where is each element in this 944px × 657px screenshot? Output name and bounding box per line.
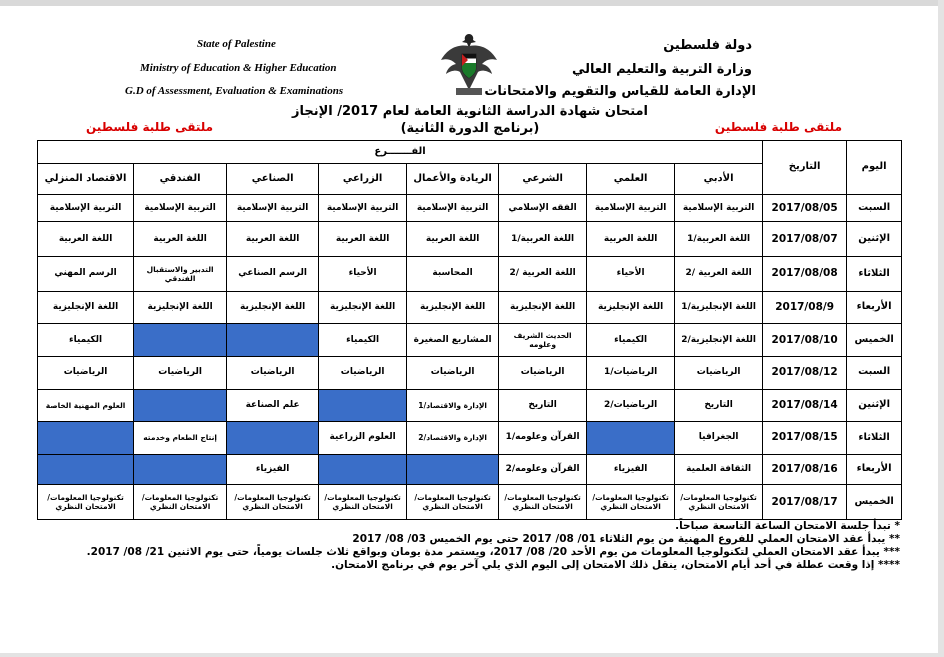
no-exam-cell [38,454,134,485]
subject-cell: الثقافة العلمية [675,454,763,485]
subject-cell: الكيمياء [319,324,407,357]
exam-title: امتحان شهادة الدراسة الثانوية العامة لعام 2017/ الإنجاز [291,104,649,119]
subject-cell: اللغة العربية [227,222,319,257]
footnote: *** يبدأ عقد الامتحان العملي لتكنولوجيا المعلومات من يوم الأحد 20/ 08/ 2017، ويستمر مدة يومان وبواقع ثلاث جلسات يومياً، حتى يوم الاثنين 21/ 08/ 2017. [86,546,900,558]
schedule-row [38,222,902,257]
ar-ministry-name: وزارة التربية والتعليم العالي [571,62,752,77]
branch-header: العلمي [587,164,675,195]
branch-group-header: الفـــــــرع [38,141,763,164]
day-cell: الأربعاء [847,454,902,485]
day-column-header: اليوم [847,141,902,195]
schedule-row [38,454,902,485]
subject-cell: اللغة الإنجليزية [38,291,134,324]
subject-cell: الرسم المهني [38,257,134,292]
subject-cell: العلوم المهنية الخاصة [38,389,134,422]
footnote: **** إذا وقعت عطلة في أحد أيام الامتحان، ينقل ذلك الامتحان إلى اليوم الذي يلي آخر يوم في برنامج الامتحان. [331,559,900,571]
en-state-name: State of Palestine [197,38,276,50]
subject-cell: العلوم الزراعية [319,422,407,455]
subject-cell: الرياضيات/1 [587,356,675,389]
subject-cell: تكنولوجيا المعلومات/ الامتحان النظري [675,485,763,520]
no-exam-cell [134,454,227,485]
subject-cell: إنتاج الطعام وخدمته [134,422,227,455]
subject-cell: التربية الإسلامية [134,195,227,222]
subject-cell: الجغرافيا [675,422,763,455]
subject-cell: تكنولوجيا المعلومات/ الامتحان النظري [407,485,499,520]
schedule-row [38,389,902,422]
day-cell: الإثنين [847,222,902,257]
subject-cell: التربية الإسلامية [407,195,499,222]
day-cell: الخميس [847,324,902,357]
subject-cell: اللغة الإنجليزية [319,291,407,324]
footnote: * تبدأ جلسة الامتحان الساعة التاسعة صباحاً. [675,520,900,532]
subject-cell: اللغة الإنجليزية [134,291,227,324]
branch-header: الصناعي [227,164,319,195]
branch-header: الريادة والأعمال [407,164,499,195]
exam-schedule-table [37,140,902,520]
subject-cell: تكنولوجيا المعلومات/ الامتحان النظري [38,485,134,520]
subject-cell: الفقه الإسلامي [499,195,587,222]
no-exam-cell [227,422,319,455]
branch-header: الاقتصاد المنزلي [38,164,134,195]
subject-cell: الإدارة والاقتصاد/1 [407,389,499,422]
subject-cell: الكيمياء [38,324,134,357]
footnote: ** يبدأ عقد الامتحان العملي للفروع المهنية من يوم الثلاثاء 01/ 08/ 2017 حتى يوم الخميس 03/ 08/ 2017 [352,533,900,545]
subject-cell: الفيزياء [227,454,319,485]
subject-cell: اللغة الإنجليزية/1 [675,291,763,324]
window-border-top [0,0,944,6]
subject-cell: المشاريع الصغيرة [407,324,499,357]
date-cell: 2017/08/14 [763,389,847,422]
subject-cell: تكنولوجيا المعلومات/ الامتحان النظري [587,485,675,520]
no-exam-cell [319,454,407,485]
subject-cell: الرياضيات [134,356,227,389]
day-cell: السبت [847,356,902,389]
date-cell: 2017/08/15 [763,422,847,455]
schedule-row [38,324,902,357]
day-cell: الثلاثاء [847,422,902,455]
no-exam-cell [38,422,134,455]
branch-header: الفندقي [134,164,227,195]
subject-cell: اللغة الإنجليزية [227,291,319,324]
no-exam-cell [319,389,407,422]
subject-cell: الرياضيات [675,356,763,389]
subject-cell: الأحياء [587,257,675,292]
subject-cell: الكيمياء [587,324,675,357]
no-exam-cell [134,324,227,357]
ar-directorate-name: الإدارة العامة للقياس والتقويم والامتحانات [484,84,756,99]
subject-cell: الحديث الشريف وعلومه [499,324,587,357]
subject-cell: الفيزياء [587,454,675,485]
subject-cell: تكنولوجيا المعلومات/ الامتحان النظري [499,485,587,520]
day-cell: الثلاثاء [847,257,902,292]
en-directorate-name: G.D of Assessment, Evaluation & Examinations [125,85,344,97]
subject-cell: تكنولوجيا المعلومات/ الامتحان النظري [134,485,227,520]
day-cell: الخميس [847,485,902,520]
schedule-row [38,356,902,389]
subject-cell: القرآن وعلومه/1 [499,422,587,455]
subject-cell: التدبير والاستقبال الفندقي [134,257,227,292]
date-cell: 2017/08/17 [763,485,847,520]
day-cell: الإثنين [847,389,902,422]
branch-header: الأدبي [675,164,763,195]
date-cell: 2017/08/9 [763,291,847,324]
subject-cell: التاريخ [675,389,763,422]
subject-cell: المحاسبة [407,257,499,292]
subject-cell: علم الصناعة [227,389,319,422]
subject-cell: اللغة الإنجليزية [499,291,587,324]
subject-cell: تكنولوجيا المعلومات/ الامتحان النظري [319,485,407,520]
date-cell: 2017/08/10 [763,324,847,357]
subject-cell: التربية الإسلامية [319,195,407,222]
subject-cell: اللغة العربية /2 [675,257,763,292]
subject-cell: الرياضيات [499,356,587,389]
schedule-row [38,291,902,324]
schedule-row [38,195,902,222]
subject-cell: اللغة العربية/1 [675,222,763,257]
no-exam-cell [134,389,227,422]
window-border-right [938,0,944,657]
subject-cell: اللغة الإنجليزية/2 [675,324,763,357]
window-border-bottom [0,653,944,657]
subject-cell: التربية الإسلامية [38,195,134,222]
subject-cell: اللغة العربية [587,222,675,257]
day-cell: الأربعاء [847,291,902,324]
schedule-row [38,257,902,292]
subject-cell: اللغة العربية/1 [499,222,587,257]
subject-cell: الرسم الصناعي [227,257,319,292]
subject-cell: القرآن وعلومه/2 [499,454,587,485]
date-column-header: التاريخ [763,141,847,195]
schedule-row [38,422,902,455]
branch-header: الزراعي [319,164,407,195]
subject-cell: الرياضيات [407,356,499,389]
subject-cell: اللغة العربية /2 [499,257,587,292]
subject-cell: الأحياء [319,257,407,292]
subject-cell: الإدارة والاقتصاد/2 [407,422,499,455]
date-cell: 2017/08/05 [763,195,847,222]
date-cell: 2017/08/16 [763,454,847,485]
subject-cell: الرياضيات [38,356,134,389]
date-cell: 2017/08/08 [763,257,847,292]
footnotes [86,520,900,572]
branch-header: الشرعي [499,164,587,195]
subject-cell: الرياضيات [227,356,319,389]
subject-cell: الرياضيات/2 [587,389,675,422]
en-ministry-name: Ministry of Education & Higher Education [140,62,337,74]
subject-cell: التربية الإسلامية [675,195,763,222]
subject-cell: التربية الإسلامية [587,195,675,222]
subject-cell: التربية الإسلامية [227,195,319,222]
no-exam-cell [227,324,319,357]
schedule-row [38,485,902,520]
no-exam-cell [407,454,499,485]
subject-cell: اللغة الإنجليزية [587,291,675,324]
ar-state-name: دولة فلسطين [663,38,752,53]
no-exam-cell [587,422,675,455]
subject-cell: تكنولوجيا المعلومات/ الامتحان النظري [227,485,319,520]
subject-cell: اللغة العربية [134,222,227,257]
subject-cell: التاريخ [499,389,587,422]
subject-cell: اللغة العربية [407,222,499,257]
subject-cell: اللغة العربية [38,222,134,257]
forum-label-right: ملتقى طلبة فلسطين [714,120,842,134]
date-cell: 2017/08/12 [763,356,847,389]
exam-subtitle: (برنامج الدورة الثانية) [400,121,540,136]
day-cell: السبت [847,195,902,222]
subject-cell: اللغة الإنجليزية [407,291,499,324]
forum-label-left: ملتقى طلبة فلسطين [86,120,214,134]
subject-cell: اللغة العربية [319,222,407,257]
date-cell: 2017/08/07 [763,222,847,257]
subject-cell: الرياضيات [319,356,407,389]
